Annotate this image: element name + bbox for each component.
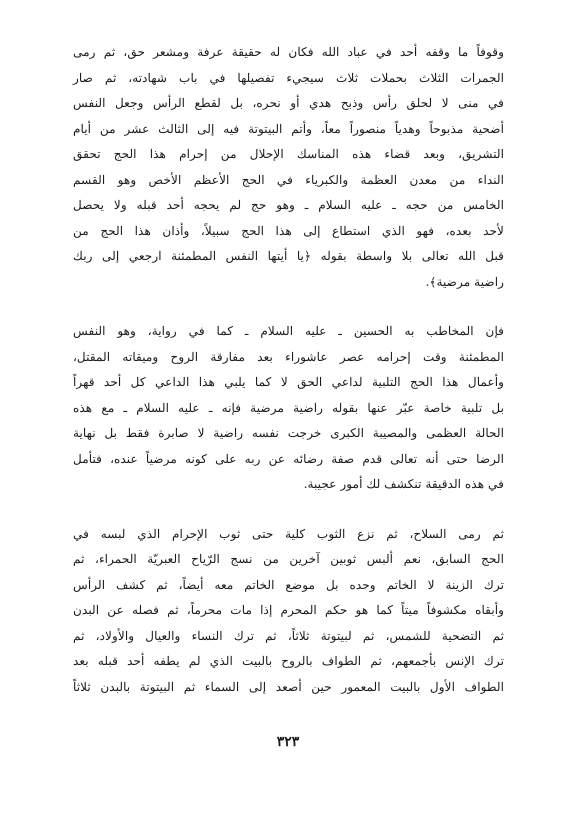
paragraph-3 — [73, 522, 504, 701]
paragraph-2 — [73, 319, 504, 498]
paragraph-1 — [73, 40, 504, 295]
text-line: بل تلبية خاصة عبّر عنها بقوله راضية مرضية فإنه ـ عليه السلام ـ مع هذه — [73, 400, 504, 415]
text-line: المطمئنة وقت إحرامه عصر عاشوراء بعد مفارقة الروح وميقاته المقتل، — [73, 349, 504, 364]
text-line: الرضا حتى أنه تعالى قدم صفة رضائه عن ربه على كونه مرضياً عنده، فتأمل — [73, 451, 504, 466]
paragraph-spacer — [73, 295, 504, 319]
text-line: وأبقاه مكشوفاً ميتاً كما هو حكم المحرم إذا مات محرماً، ثم فصله عن البدن — [73, 603, 504, 617]
text-line: الطواف الأول بالبيت المعمور حين أصعد إلى السماء ثم البيتوتة بالبدن ثلاثاً — [73, 679, 504, 694]
text-line: التشريق، وبعد قضاء هذه المناسك الإحلال من إحرام هذا الحج تحقق — [73, 147, 504, 161]
page-number: ٣٢٣ — [276, 734, 300, 750]
text-line: الجمرات الثلاث بحملات ثلاث سيجيء تفصيلها في باب شهادته، ثم صار — [73, 70, 504, 85]
text-line: وقوفاً ما وقفه أحد في عباد الله فكان له حقيقة عرفة ومشعر حق، ثم رمى — [73, 45, 504, 59]
text-line: الحج السابق، نعم ألبس ثوبين آخرين من نسج الرّياح العبريّة الحمراء، ثم — [73, 552, 504, 566]
text-line: لأحد بعده، فهو الذي استطاع إلى هذا الحج سبيلاً، وأذان هذا الحج من — [73, 223, 504, 238]
text-line: ثم التضحية للشمس، ثم لبيتوتة ثلاثاً، ثم ترك النساء والعيال والأولاد، ثم — [73, 628, 504, 643]
text-line: راضية مرضية﴾. — [425, 274, 504, 289]
text-line: ترك الإنس بأجمعهم، ثم الطواف بالروح بالبيت الذي لم يطفه أحد قبله بعد — [73, 654, 504, 668]
text-line: في منى لا لحلق رأس وذبح هدي أو نحره، بل لقطع الرأس وجعل النفس — [73, 96, 504, 110]
text-line: أضحية مذبوحاً وهدياً منصوراً معاً، وأتم البيتوتة فيه إلى الثالث عشر من أيام — [73, 121, 504, 136]
text-line: النداء من معدن العظمة والكبرياء في الحج الأعظم الأخص وهو القسم — [73, 172, 504, 187]
paragraph-spacer — [73, 498, 504, 522]
text-line: وأعمال هذا الحج التلبية لداعي الحق لا كما يلبي هذا الداعي كل أحد قهراً — [73, 375, 504, 389]
text-line: الخامس من حجه ـ عليه السلام ـ وهو حج لم يحجه أحد قبله ولا يحصل — [73, 198, 504, 212]
text-line: قبل الله تعالى بلا واسطة بقوله ﴿يا أيتها النفس المطمئنة ارجعي إلى ربك — [73, 249, 504, 263]
text-line: الحالة العظمى والمصيبة الكبرى خرجت نفسه راضية لا صابرة فقط بل نهاية — [73, 426, 504, 440]
text-line: ثم رمى السلاح، ثم نزع الثوب كلية حتى ثوب الإحرام الذي لبسه في — [73, 526, 504, 541]
text-line: فإن المخاطب به الحسين ـ عليه السلام ـ كما في رواية، وهو النفس — [73, 324, 504, 338]
text-line: في هذه الدقيقة تنكشف لك أمور عجيبة. — [303, 477, 504, 491]
text-line: ترك الزينة لا الخاتم وحده بل موضع الخاتم معه أيضاً، ثم كشف الرأس — [73, 577, 504, 592]
document-body — [73, 40, 504, 700]
